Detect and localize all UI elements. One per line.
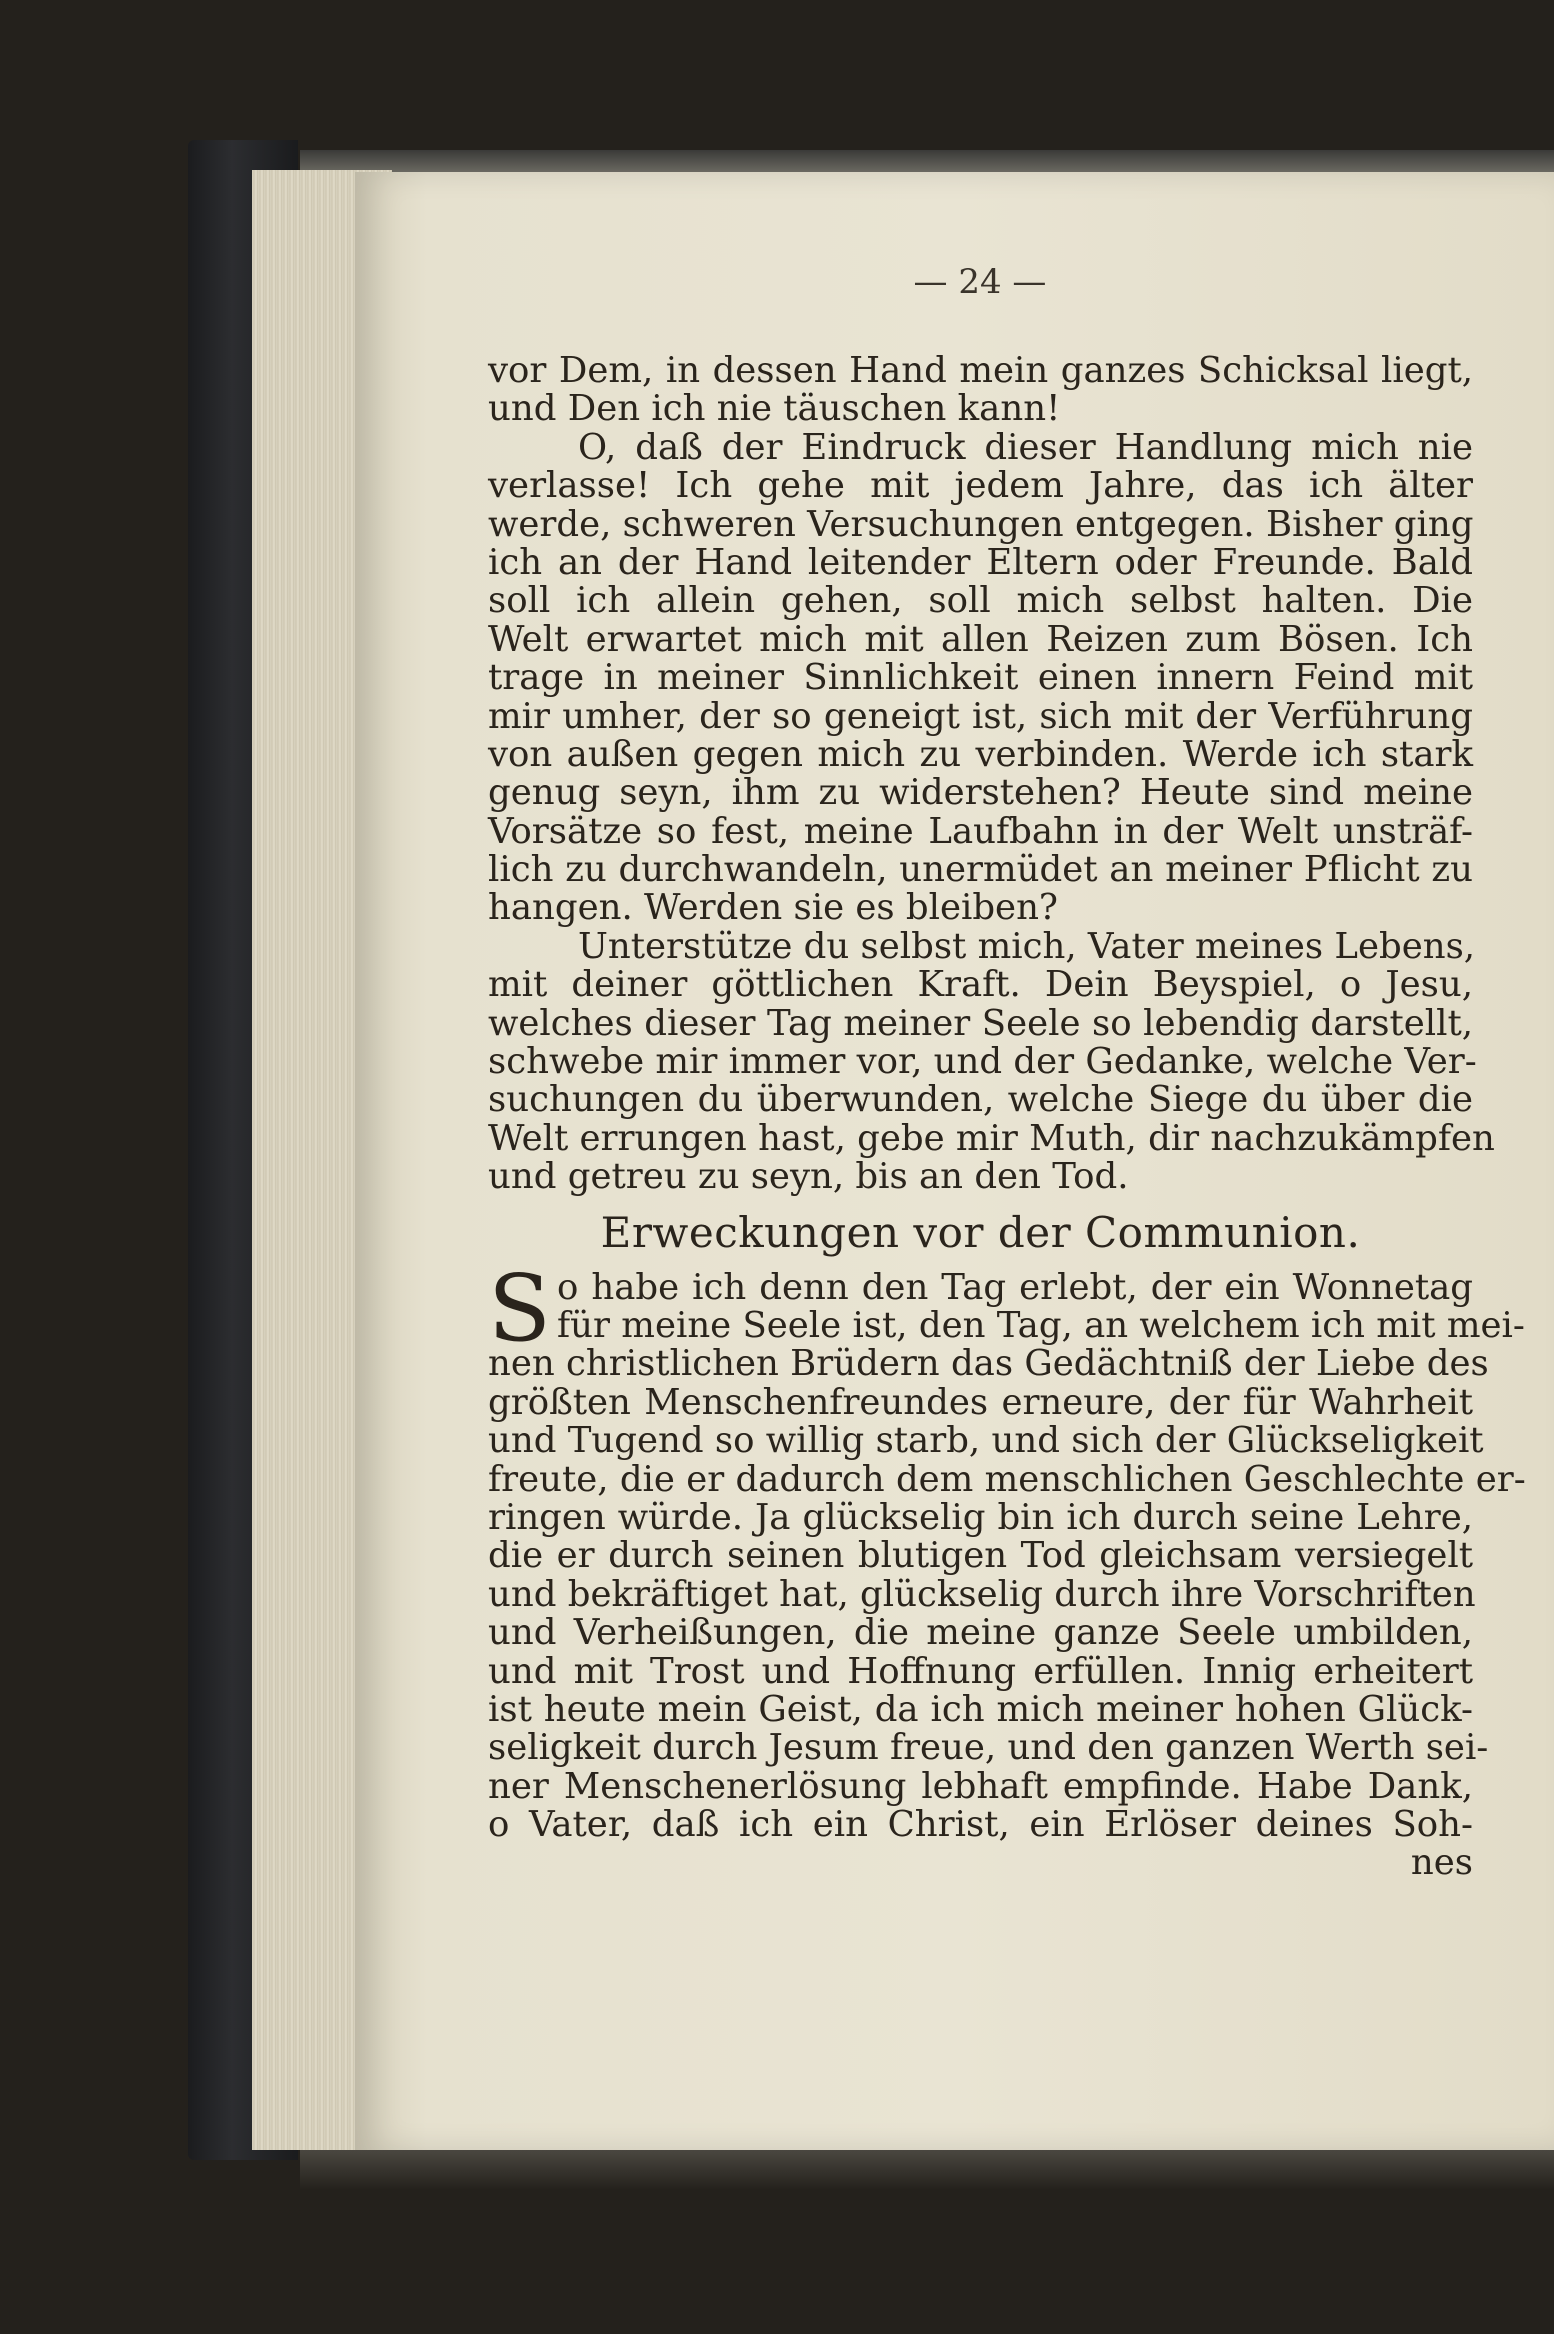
paragraph-4 [488,1254,1526,1846]
text-line: verlasse! Ich gehe mit jedem Jahre, das ich älter [488,465,1473,507]
text-line: Welt erwartet mich mit allen Reizen zum Bösen. Ich [488,618,1473,660]
text-line: und Den ich nie täuschen kann! [488,388,1061,430]
text-line: schwebe mir immer vor, und der Gedanke, welche Ver- [488,1041,1477,1083]
text-line: von außen gegen mich zu verbinden. Werde ich stark [488,733,1473,775]
text-line: ist heute mein Geist, da ich mich meiner hohen Glück- [488,1688,1473,1730]
drop-cap: S [488,1254,552,1362]
text-line: mit deiner göttlichen Kraft. Dein Beyspiel, o Jesu, [488,964,1473,1006]
page-number: — 24 — [913,262,1047,302]
text-line: für meine Seele ist, den Tag, an welchem ich mit mei- [557,1304,1525,1346]
text-line: Unterstütze du selbst mich, Vater meines Lebens, [578,925,1476,967]
text-line: werde, schweren Versuchungen entgegen. Bisher ging [488,503,1474,545]
text-line: suchungen du überwunden, welche Siege du über die [488,1079,1473,1121]
paragraph-1 [488,352,1473,429]
text-line: und mit Trost und Hoffnung erfüllen. Innig erheitert [488,1650,1473,1692]
text-line: soll ich allein gehen, soll mich selbst halten. Die [488,580,1473,622]
text-line: hangen. Werden sie es bleiben? [488,887,1058,929]
paragraph-3 [488,925,1495,1198]
text-line: seligkeit durch Jesum freue, und den ganzen Werth sei- [488,1727,1489,1769]
text-line: trage in meiner Sinnlichkeit einen innern Feind mit [488,657,1473,699]
text-line: und Verheißungen, die meine ganze Seele umbilden, [488,1612,1473,1654]
text-line: O, daß der Eindruck dieser Handlung mich nie [578,426,1473,468]
text-line: o habe ich denn den Tag erlebt, der ein Wonnetag [557,1266,1473,1308]
paragraph-2 [488,426,1474,929]
text-line: Vorsätze so fest, meine Laufbahn in der Welt unsträf- [488,810,1473,852]
text-line: o Vater, daß ich ein Christ, ein Erlöser deines Soh- [488,1804,1473,1846]
text-line: nen christlichen Brüdern das Gedächtniß der Liebe des [488,1343,1489,1385]
text-line: lich zu durchwandeln, unermüdet an meiner Pflicht zu [488,849,1473,891]
book-bottom-shadow [300,2150,1554,2190]
text-line: genug seyn, ihm zu widerstehen? Heute sind meine [488,772,1473,814]
text-line: freute, die er dadurch dem menschlichen Geschlechte er- [488,1458,1526,1500]
text-line: ringen würde. Ja glückselig bin ich durch seine Lehre, [488,1496,1473,1538]
text-line: und Tugend so willig starb, und sich der Glückseligkeit [488,1420,1484,1462]
text-line: die er durch seinen blutigen Tod gleichsam versiegelt [488,1535,1473,1577]
catchword: nes [1410,1842,1473,1884]
text-line: und bekräftiget hat, glückselig durch ihre Vorschriften [488,1573,1476,1615]
text-line: und getreu zu seyn, bis an den Tod. [488,1156,1129,1198]
text-line: welches dieser Tag meiner Seele so lebendig darstellt, [488,1002,1473,1044]
text-line: ner Menschenerlösung lebhaft empfinde. Habe Dank, [488,1765,1473,1807]
text-line: vor Dem, in dessen Hand mein ganzes Schicksal liegt, [488,350,1473,391]
text-line: größten Menschenfreundes erneure, der für Wahrheit [488,1381,1473,1423]
text-line: Welt errungen hast, gebe mir Muth, dir nachzukämpfen [488,1117,1495,1159]
text-line: mir umher, der so geneigt ist, sich mit der Verführung [488,695,1473,737]
page-text [488,350,1526,1884]
text-line: ich an der Hand leitender Eltern oder Freunde. Bald [488,541,1473,583]
section-heading: Erweckungen vor der Communion. [600,1207,1361,1257]
